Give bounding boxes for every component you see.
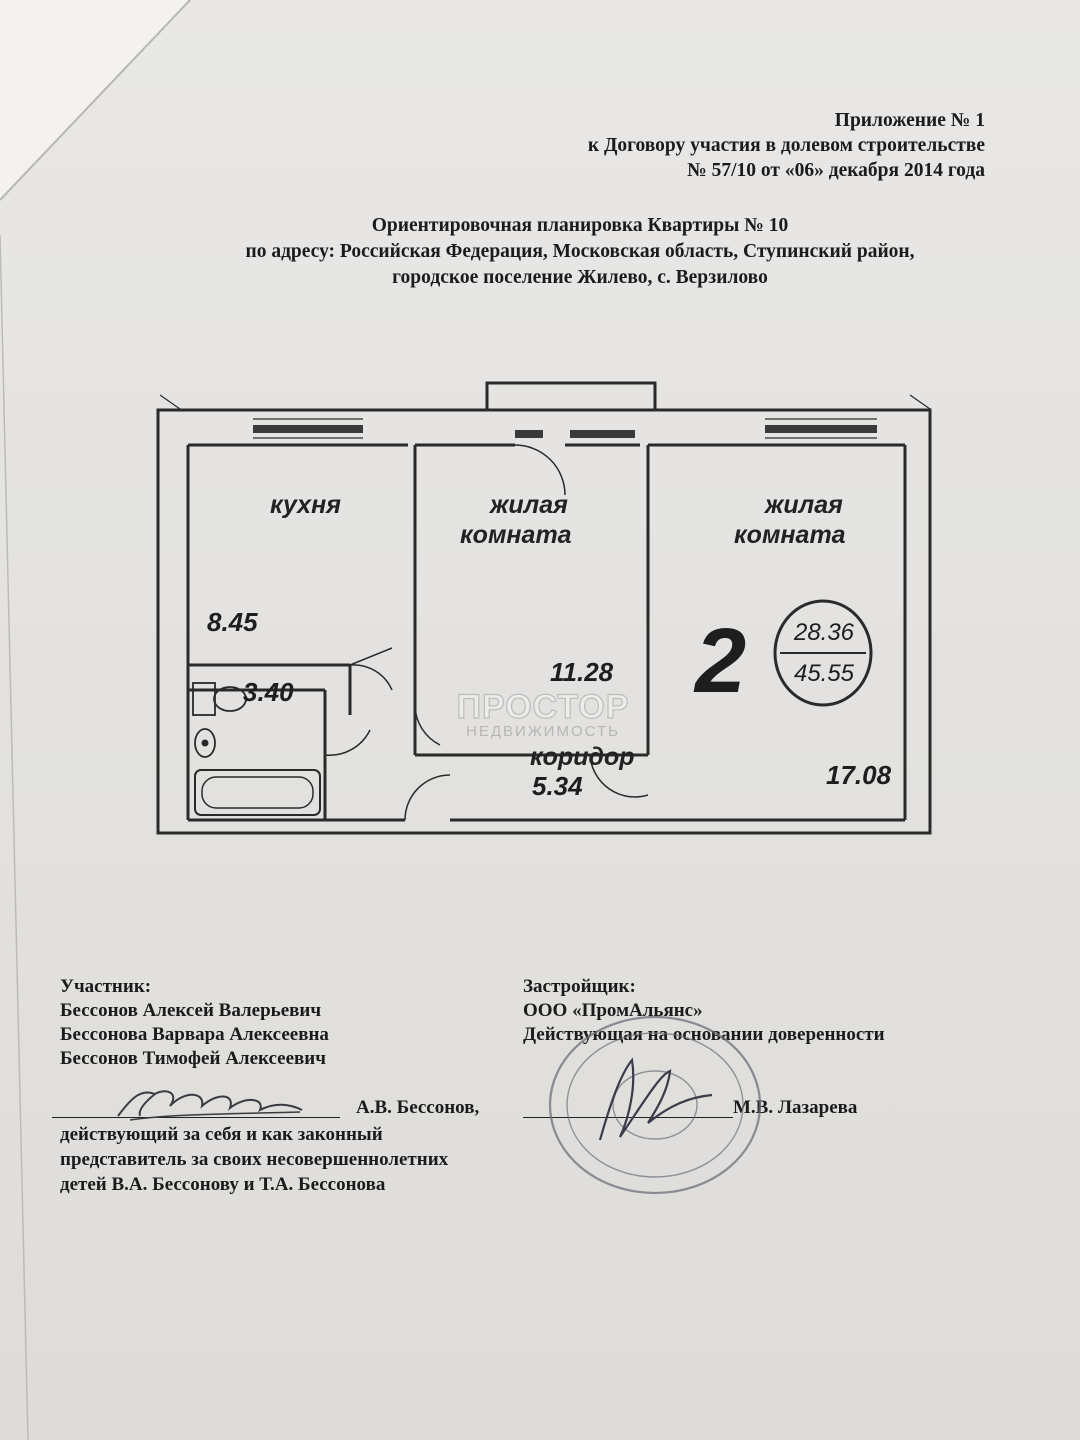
title-line-3: городское поселение Жилево, с. Верзилово xyxy=(392,267,768,288)
document-title xyxy=(140,213,1020,291)
living-area: 28.36 xyxy=(793,619,855,646)
participant-description xyxy=(60,1122,502,1197)
header-line-1: Приложение № 1 xyxy=(834,110,985,131)
handwritten-signature-developer xyxy=(590,1045,720,1155)
rooms-count: 2 xyxy=(695,610,747,712)
bathroom-area: 3.40 xyxy=(243,677,294,707)
floor-plan xyxy=(150,375,940,845)
kitchen-area: 8.45 xyxy=(207,607,258,637)
room1-label-2: комната xyxy=(460,521,572,549)
kitchen-label: кухня xyxy=(270,491,341,519)
participant-desc-2: представитель за своих несовершеннолетних xyxy=(60,1149,449,1170)
participant-desc-1: действующий за себя и как законный xyxy=(60,1124,383,1145)
room1-area: 11.28 xyxy=(550,657,614,687)
developer-company: ООО «ПромАльянс» xyxy=(523,1000,703,1021)
participant-signer: А.В. Бессонов, xyxy=(356,1097,480,1118)
developer-basis: Действующая на основании доверенности xyxy=(523,1024,885,1045)
handwritten-signature-participant xyxy=(110,1080,310,1130)
room2-label-1: жилая xyxy=(765,491,843,519)
developer-heading: Застройщик: xyxy=(523,976,636,997)
appendix-header xyxy=(588,108,985,183)
participant-name-1: Бессонов Алексей Валерьевич xyxy=(60,1000,322,1021)
corridor-area: 5.34 xyxy=(532,771,583,801)
developer-signer: М.В. Лазарева xyxy=(733,1097,858,1118)
title-line-1: Ориентировочная планировка Квартиры № 10 xyxy=(371,215,789,236)
participant-name-2: Бессонова Варвара Алексеевна xyxy=(60,1024,329,1045)
corridor-label: коридор xyxy=(530,743,635,771)
watermark-logo xyxy=(418,688,668,740)
header-line-2: к Договору участия в долевом строительстве xyxy=(587,135,985,156)
title-line-2: по адресу: Российская Федерация, Московская область, Ступинский район, xyxy=(245,241,915,262)
watermark-brand: ПРОСТОР xyxy=(456,688,630,726)
room2-label-2: комната xyxy=(734,521,846,549)
participant-desc-3: детей В.А. Бессонову и Т.А. Бессонова xyxy=(60,1174,386,1195)
room2-area: 17.08 xyxy=(826,760,892,790)
total-area: 45.55 xyxy=(793,660,855,687)
watermark-sub: НЕДВИЖИМОСТЬ xyxy=(466,723,620,740)
participant-heading: Участник: xyxy=(60,976,152,997)
participant-name-3: Бессонов Тимофей Алексеевич xyxy=(60,1048,326,1069)
room1-label-1: жилая xyxy=(490,491,568,519)
header-line-3: № 57/10 от «06» декабря 2014 года xyxy=(687,160,985,181)
participant-block xyxy=(60,975,505,1071)
